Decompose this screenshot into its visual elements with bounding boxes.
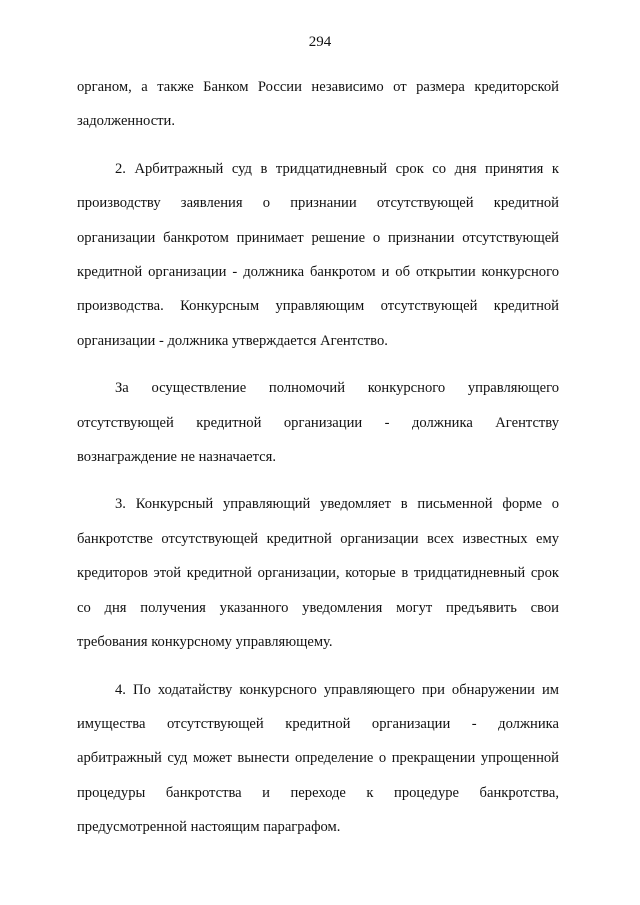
text-line: производства. Конкурсным управляющим отсутствующей кредитной (77, 298, 559, 315)
page-number: 294 (308, 34, 332, 50)
text-line: 3. Конкурсный управляющий уведомляет в письменной форме о (115, 496, 559, 513)
text-line: арбитражный суд может вынести определение о прекращении упрощенной (77, 750, 559, 767)
text-line: 2. Арбитражный суд в тридцатидневный срок со дня принятия к (115, 160, 559, 177)
text-line: организации банкротом принимает решение о признании отсутствующей (77, 229, 559, 246)
text-line: кредитной организации - должника банкротом и об открытии конкурсного (77, 264, 559, 281)
paragraph-remuneration (77, 371, 559, 474)
text-line: со дня получения указанного уведомления могут предъявить свои (77, 599, 559, 616)
paragraph-item-3 (77, 487, 559, 659)
text-line: вознаграждение не назначается. (77, 449, 277, 466)
document-body (77, 70, 559, 845)
text-line: органом, а также Банком России независимо от размера кредиторской (77, 79, 559, 95)
text-line: организации - должника утверждается Агентство. (77, 332, 388, 349)
text-line: предусмотренной настоящим параграфом. (77, 819, 341, 836)
paragraph-continuation (77, 70, 559, 139)
text-line: кредиторов этой кредитной организации, которые в тридцатидневный срок (77, 565, 559, 582)
paragraph-item-2 (77, 152, 559, 358)
text-line: банкротстве отсутствующей кредитной организации всех известных ему (77, 530, 559, 547)
text-line: задолженности. (77, 113, 176, 130)
text-line: производству заявления о признании отсутствующей кредитной (77, 195, 559, 212)
text-line: За осуществление полномочий конкурсного управляющего (115, 380, 559, 397)
text-line: процедуры банкротства и переходе к процедуре банкротства, (77, 784, 559, 801)
text-line: имущества отсутствующей кредитной организации - должника (77, 715, 559, 732)
text-line: требования конкурсному управляющему. (77, 634, 333, 651)
text-line: отсутствующей кредитной организации - должника Агентству (77, 414, 559, 431)
text-line: 4. По ходатайству конкурсного управляющего при обнаружении им (115, 681, 559, 698)
paragraph-item-4 (77, 673, 559, 845)
